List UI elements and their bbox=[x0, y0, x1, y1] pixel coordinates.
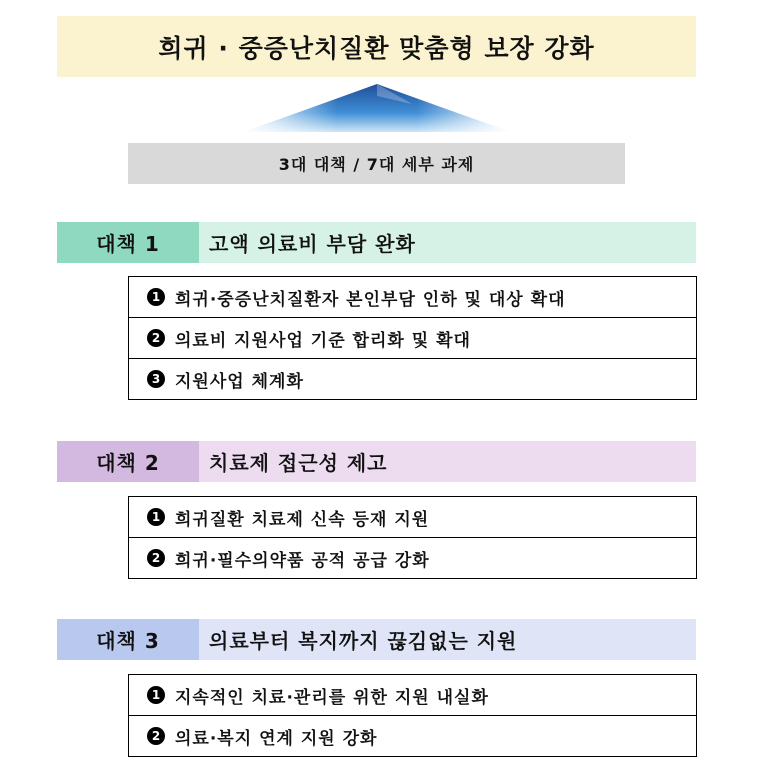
task-text: 의료비 지원사업 기준 합리화 및 확대 bbox=[175, 330, 471, 351]
task-item bbox=[129, 497, 696, 537]
task-item bbox=[129, 675, 696, 715]
number-badge-icon: 3 bbox=[147, 370, 165, 388]
strategy-3-header bbox=[57, 619, 696, 660]
number-badge-icon: 1 bbox=[147, 288, 165, 306]
task-item bbox=[129, 358, 696, 399]
strategy-title: 치료제 접근성 제고 bbox=[199, 441, 696, 482]
strategy-3-task-list bbox=[128, 674, 697, 757]
strategy-tag: 대책 2 bbox=[57, 441, 199, 482]
strategy-tag: 대책 3 bbox=[57, 619, 199, 660]
strategy-tag: 대책 1 bbox=[57, 222, 199, 263]
task-text: 희귀질환 치료제 신속 등재 지원 bbox=[175, 509, 430, 530]
task-item bbox=[129, 537, 696, 578]
strategy-title: 의료부터 복지까지 끊김없는 지원 bbox=[199, 619, 696, 660]
number-badge-icon: 2 bbox=[147, 549, 165, 567]
task-text: 희귀·중증난치질환자 본인부담 인하 및 대상 확대 bbox=[175, 289, 566, 310]
task-item bbox=[129, 715, 696, 756]
number-badge-icon: 1 bbox=[147, 686, 165, 704]
task-item bbox=[129, 317, 696, 358]
task-text: 희귀·필수의약품 공적 공급 강화 bbox=[175, 550, 430, 571]
task-text: 의료·복지 연계 지원 강화 bbox=[175, 728, 378, 749]
task-item bbox=[129, 277, 696, 317]
strategy-1-task-list bbox=[128, 276, 697, 400]
number-badge-icon: 1 bbox=[147, 508, 165, 526]
up-arrow-icon bbox=[244, 82, 510, 134]
task-text: 지속적인 치료·관리를 위한 지원 내실화 bbox=[175, 687, 489, 708]
task-text: 지원사업 체계화 bbox=[175, 371, 304, 392]
strategy-2-header bbox=[57, 441, 696, 482]
strategy-1-header bbox=[57, 222, 696, 263]
number-badge-icon: 2 bbox=[147, 329, 165, 347]
strategy-2-task-list bbox=[128, 496, 697, 579]
page-title: 희귀 · 중증난치질환 맞춤형 보장 강화 bbox=[57, 16, 696, 77]
subtitle-box: 3대 대책 / 7대 세부 과제 bbox=[128, 143, 625, 184]
number-badge-icon: 2 bbox=[147, 727, 165, 745]
strategy-title: 고액 의료비 부담 완화 bbox=[199, 222, 696, 263]
